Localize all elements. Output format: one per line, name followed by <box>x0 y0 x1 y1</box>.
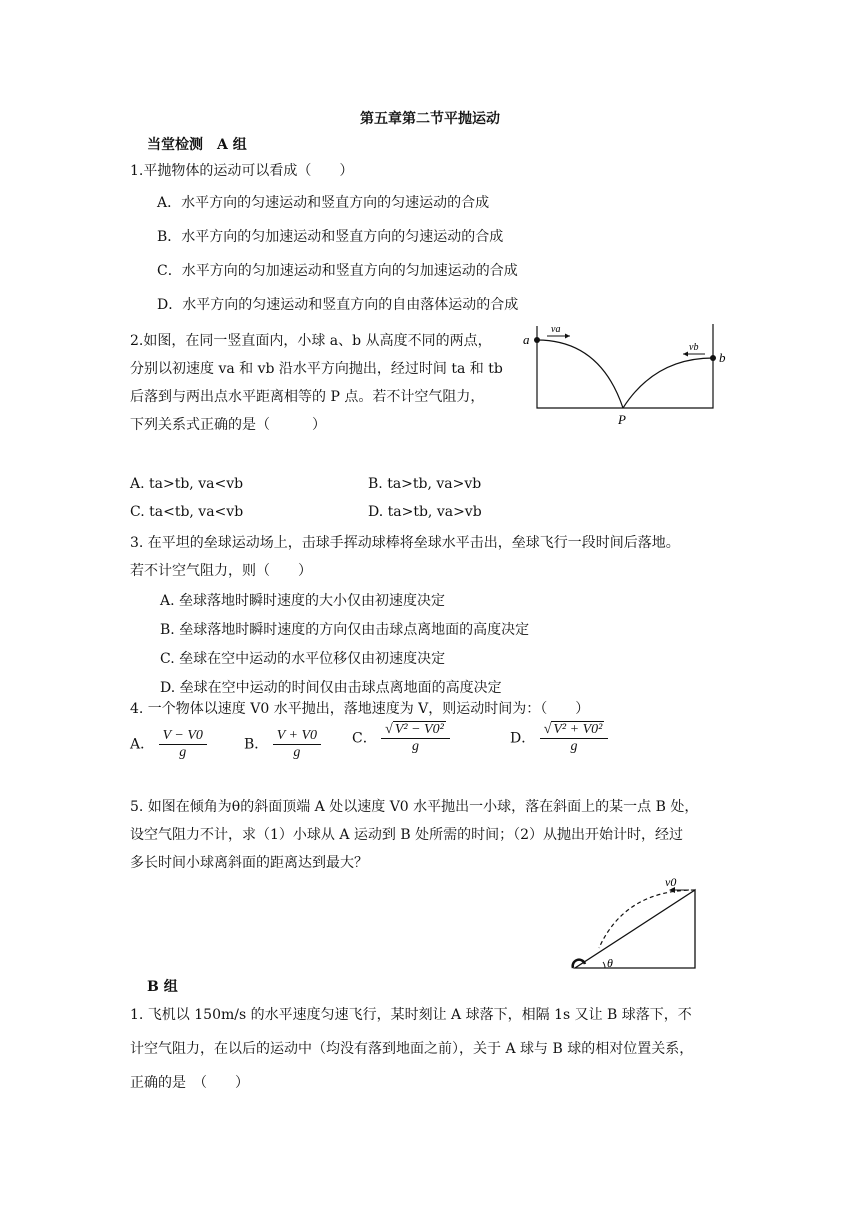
q3-option-a: A. 垒球落地时瞬时速度的大小仅由初速度决定 <box>160 593 446 609</box>
q2-fig-label-vb: vb <box>689 342 699 353</box>
q4-option-a-fraction <box>159 728 207 761</box>
q4-option-c-numerator: V² − V0² <box>394 722 444 737</box>
q4-option-d-label: D． <box>510 730 536 747</box>
q2-option-a: A. ta>tb, va<vb <box>130 476 244 492</box>
q3-option-c: C. 垒球在空中运动的水平位移仅由初速度决定 <box>160 651 446 667</box>
q2-fig-label-a: a <box>523 332 530 347</box>
q4-option-b-denominator: g <box>293 745 301 760</box>
q3-option-b: B. 垒球落地时瞬时速度的方向仅由击球点离地面的高度决定 <box>160 622 530 638</box>
q1-stem: 1.平抛物体的运动可以看成（ ） <box>130 163 354 179</box>
q2-figure <box>515 318 730 430</box>
q3-line-1: 3. 在平坦的垒球运动场上，击球手挥动球棒将垒球水平击出，垒球飞行一段时间后落地。 <box>130 535 680 551</box>
q4-option-a <box>130 728 207 761</box>
q1-option-d: D．水平方向的匀速运动和竖直方向的自由落体运动的合成 <box>157 297 519 313</box>
page-title: 第五章第二节平抛运动 <box>360 111 500 127</box>
q4-stem: 4. 一个物体以速度 V0 水平抛出，落地速度为 V，则运动时间为：（ ） <box>130 701 590 717</box>
q2-fig-label-va: va <box>551 324 561 335</box>
q5-incline-figure <box>565 876 705 974</box>
q4-option-b-numerator: V + V0 <box>273 728 321 745</box>
q4-option-a-label: A． <box>130 736 155 753</box>
q4-option-a-denominator: g <box>179 745 187 760</box>
q2-option-d: D. ta>tb, va>vb <box>368 504 482 520</box>
q4-option-c <box>352 722 450 755</box>
q2-fig-label-p: P <box>618 412 626 427</box>
group-b-heading: B 组 <box>147 979 178 995</box>
q2-line-2: 分别以初速度 va 和 vb 沿水平方向抛出，经过时间 ta 和 tb <box>130 361 503 377</box>
b1-line-1: 1. 飞机以 150m/s 的水平速度匀速飞行，某时刻让 A 球落下，相隔 1s 又让 B 球落下，不 <box>130 1007 692 1023</box>
q4-option-b-fraction <box>273 728 321 761</box>
b1-line-2: 计空气阻力，在以后的运动中（均没有落到地面之前），关于 A 球与 B 球的相对位置关系， <box>130 1041 694 1057</box>
q4-option-c-fraction: $\frac{\text{√ V² − V0²}}{g}$ <box>381 722 450 755</box>
q5-line-3: 多长时间小球离斜面的距离达到最大？ <box>130 855 368 871</box>
q4-option-d <box>510 722 608 755</box>
q4-option-d-fraction: $\frac{\text{√ V² + V0²}}{g}$ <box>540 722 609 755</box>
q5-line-2: 设空气阻力不计，求（1）小球从 A 运动到 B 处所需的时间；（2）从抛出开始计时，经过 <box>130 827 684 843</box>
group-a-heading: 当堂检测 A 组 <box>147 137 247 153</box>
q2-line-3: 后落到与两出点水平距离相等的 P 点。若不计空气阻力， <box>130 389 485 405</box>
q2-fig-label-b: b <box>719 350 726 365</box>
q4-option-b-label: B． <box>244 736 269 753</box>
q5-fig-label-theta: θ <box>607 956 613 970</box>
q4-option-d-numerator: V² + V0² <box>553 722 603 737</box>
q2-option-c: C. ta<tb, va<vb <box>130 504 244 520</box>
q4-option-c-denominator: g <box>411 739 419 754</box>
q4-option-c-label: C． <box>352 730 377 747</box>
q3-line-2: 若不计空气阻力，则（ ） <box>130 563 312 579</box>
q3-option-d: D. 垒球在空中运动的时间仅由击球点离地面的高度决定 <box>160 680 502 696</box>
q4-option-b <box>244 728 321 761</box>
q5-line-1: 5. 如图在倾角为θ的斜面顶端 A 处以速度 V0 水平抛出一小球，落在斜面上的某一点 B 处， <box>130 799 699 815</box>
q4-option-a-numerator: V − V0 <box>159 728 207 745</box>
q5-fig-label-v0: v0 <box>665 876 677 889</box>
b1-line-3: 正确的是 （ ） <box>130 1075 249 1091</box>
q1-option-b: B．水平方向的匀加速运动和竖直方向的匀速运动的合成 <box>157 229 504 245</box>
q1-option-a: A．水平方向的匀速运动和竖直方向的匀速运动的合成 <box>157 195 490 211</box>
q1-option-c: C．水平方向的匀加速运动和竖直方向的匀加速运动的合成 <box>157 263 518 279</box>
q2-line-1: 2.如图，在同一竖直面内，小球 a、b 从高度不同的两点， <box>130 333 492 349</box>
q2-option-b: B. ta>tb, va>vb <box>368 476 482 492</box>
q2-line-4: 下列关系式正确的是（ ） <box>130 417 326 433</box>
q4-option-d-denominator: g <box>570 739 578 754</box>
